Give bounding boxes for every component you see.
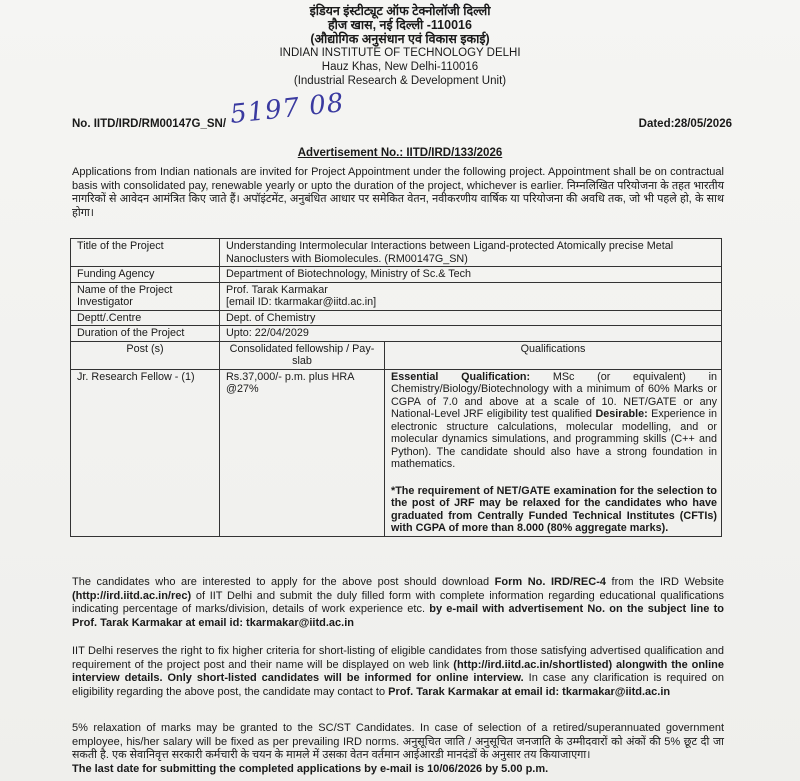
funding-agency-label: Funding Agency xyxy=(71,267,220,283)
submission-email-instruction: by e-mail with advertisement No. on the subject line to Prof. Tarak Karmakar at email id: tkarmakar@iitd.ac.in xyxy=(72,603,724,629)
instructions-text: from the IRD Website xyxy=(606,576,724,588)
advertisement-date: Dated:28/05/2026 xyxy=(638,118,732,130)
project-title-label: Title of the Project xyxy=(71,239,220,267)
project-title-value: Understanding Intermolecular Interactions between Ligand-protected Atomically precise Metal Nanoclusters with Biomolecules. (RM00147G_SN) xyxy=(220,239,722,267)
instructions-text: The candidates who are interested to apply for the above post should download xyxy=(72,576,495,588)
intro-paragraph: Applications from Indian nationals are invited for Project Appointment under the following project. Appointment shall be on contractual basis with consolidated pay, renewable yearly or upto the duration of the project, whichever is earlier. निम्नलिखित परियोजना के तहत भारतीय नागरिकों से आवेदन आमंत्रित किए जाते हैं। अपॉइंटमेंट, अनुबंधित आधार पर समेकित वेतन, नवीकरणीय वार्षिक या परियोजना की अवधि तक, जो भी पहले हो, के साथ होगा। xyxy=(72,166,724,219)
essential-qualification-text: MSc (or equivalent) in Chemistry/Biology/Biotechnology with a minimum of 60% Marks or CGPA of 7.0 and above at a scale of 10. NET/GATE or any National-Level JRF eligibility test qualified xyxy=(391,370,717,420)
duration-label: Duration of the Project xyxy=(71,326,220,342)
ird-website-link[interactable]: (http://ird.iitd.ac.in/rec) xyxy=(72,589,192,602)
letterhead xyxy=(0,4,800,88)
relaxation-text: 5% relaxation of marks may be granted to the SC/ST Candidates. In case of selection of a retired/superannuated government employee, his/her salary will be fixed as per prevailing IRD norms. अनुसूचित जाति / अनुसूचित जनजाति के उम्मीदवारों को अंकों की 5% छूट दी जा सकती है. एक सेवानिवृत्त सरकारी कर्मचारी के चयन के मामले में उसका वेतन वर्तमान आईआरडी मानदंडों के अनुसार तय कियाजाएगा। xyxy=(72,722,724,761)
reference-number: No. IITD/IRD/RM00147G_SN/ xyxy=(72,118,227,130)
institute-name: INDIAN INSTITUTE OF TECHNOLOGY DELHI xyxy=(279,47,521,59)
column-header-post: Post (s) xyxy=(71,341,220,369)
advertisement-number: Advertisement No.: IITD/IRD/133/2026 xyxy=(297,147,503,159)
table-row xyxy=(71,369,722,536)
unit-name: (Industrial Research & Development Unit) xyxy=(293,75,507,87)
handwritten-reference-number: 5197 08 xyxy=(228,88,346,130)
column-header-qualifications: Qualifications xyxy=(385,341,722,369)
department-label: Deptt/.Centre xyxy=(71,310,220,326)
institute-name-hindi: इंडियन इंस्टीट्यूट ऑफ टेक्नोलॉजी दिल्ली xyxy=(309,4,491,18)
investigator-label: Name of the Project Investigator xyxy=(71,282,220,310)
shortlisting-paragraph xyxy=(72,645,724,699)
unit-name-hindi: (औद्योगिक अनुसंधान एवं विकास इकाई) xyxy=(310,32,490,46)
essential-qualification-label: Essential Qualification: xyxy=(391,370,531,383)
department-value: Dept. of Chemistry xyxy=(220,310,722,326)
shortlisted-link-text[interactable]: (http://ird.iitd.ac.in/shortlisted) alongwith the online interview details. Only short-listed candidates will be informed for online interview. xyxy=(72,658,724,684)
table-row xyxy=(71,239,722,267)
desirable-text: Experience in electronic structure calculations, molecular modelling, and or molecular dynamics simulations, and programming skills (C++ and Python). The candidate should also have a strong foundation in mathematics. xyxy=(391,408,717,470)
contact-email: Prof. Tarak Karmakar at email id: tkarmakar@iitd.ac.in xyxy=(388,685,671,698)
relaxation-paragraph xyxy=(72,722,724,776)
table-row xyxy=(71,326,722,342)
form-number: Form No. IRD/REC-4 xyxy=(494,576,606,588)
table-header-row xyxy=(71,341,722,369)
application-instructions xyxy=(72,576,724,630)
post-qualifications xyxy=(385,369,722,536)
funding-agency-value: Department of Biotechnology, Ministry of Sc.& Tech xyxy=(220,267,722,283)
duration-value: Upto: 22/04/2029 xyxy=(220,326,722,342)
institute-address-hindi: हौज खास, नई दिल्ली -110016 xyxy=(328,18,472,32)
table-row xyxy=(71,267,722,283)
last-date-notice: The last date for submitting the completed applications by e-mail is 10/06/2026 by 5.00 p.m. xyxy=(72,762,549,775)
column-header-pay: Consolidated fellowship / Pay-slab xyxy=(220,341,385,369)
table-row xyxy=(71,282,722,310)
post-pay: Rs.37,000/- p.m. plus HRA @27% xyxy=(220,369,385,536)
instructions-text: of IIT Delhi and submit the duly filled form with complete information regarding educational qualifications indicating percentage of marks/division, details of work experience etc. xyxy=(72,589,724,615)
investigator-name: Prof. Tarak Karmakar xyxy=(226,283,328,296)
investigator-email: [email ID: tkarmakar@iitd.ac.in] xyxy=(226,296,377,308)
project-details-table xyxy=(70,238,722,537)
investigator-value xyxy=(220,282,722,310)
desirable-label: Desirable: xyxy=(595,408,648,420)
net-gate-relaxation-note: *The requirement of NET/GATE examination for the selection to the post of JRF may be relaxed for the candidates who have graduated from Centrally Funded Technical Institutes (CFTIs) with CGPA of more than 8.000 (80% aggregate marks). xyxy=(391,484,717,534)
shortlisting-text: IIT Delhi reserves the right to fix higher criteria for short-listing of eligible candidates from those satisfying advertised qualification and requirement of the project post and their name will be displayed on web link xyxy=(72,645,724,671)
shortlisting-text: In case any clarification is required on eligibility regarding the above post, the candidate may contact to xyxy=(72,672,724,698)
table-row xyxy=(71,310,722,326)
institute-address: Hauz Khas, New Delhi-110016 xyxy=(321,61,479,73)
post-name: Jr. Research Fellow - (1) xyxy=(71,369,220,536)
